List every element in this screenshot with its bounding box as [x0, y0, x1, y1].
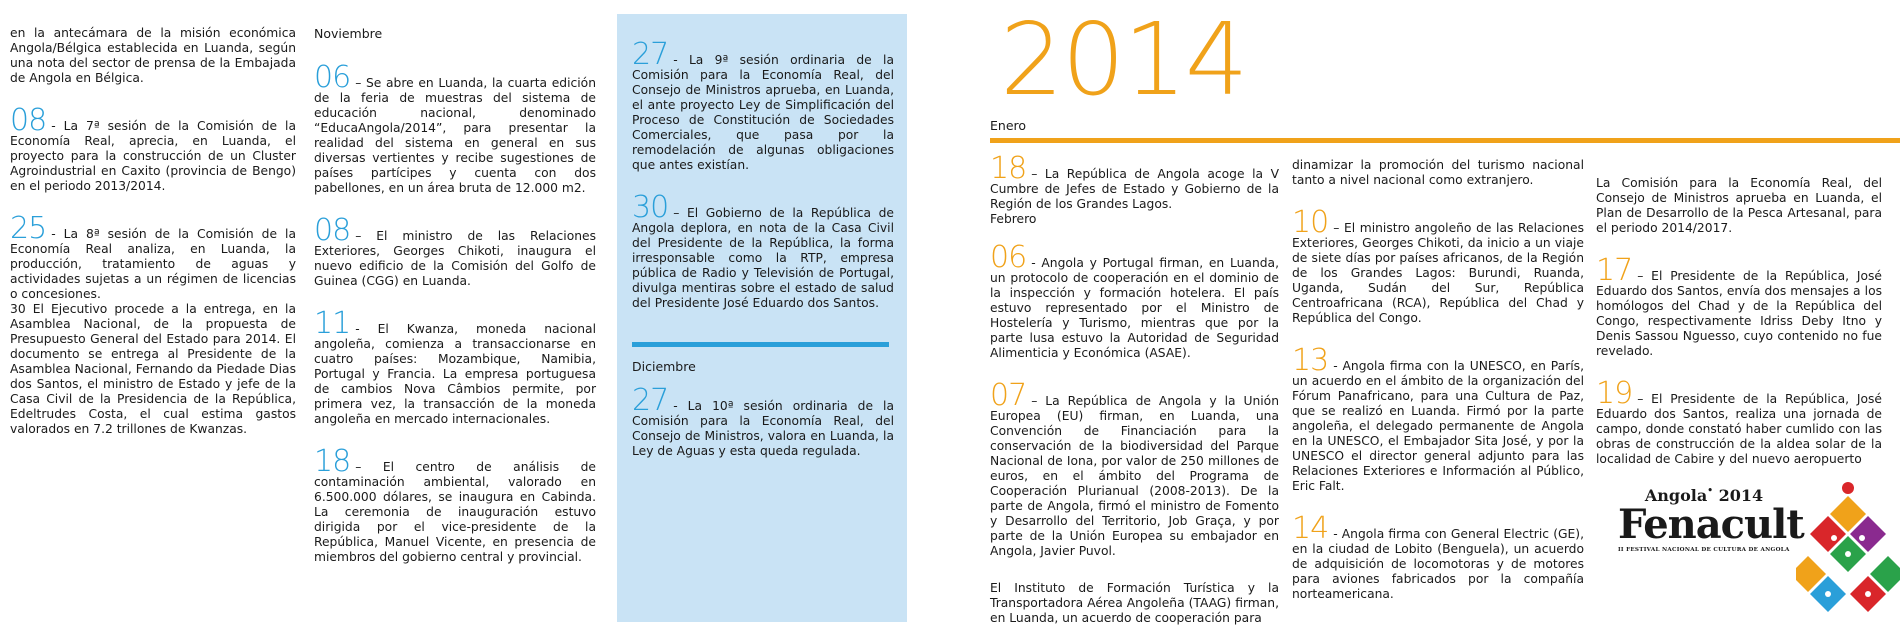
- col1-intro: en la antecámara de la misión económica Angola/Bélgica establecida en Luanda, según una nota del sector de prensa de la Embajada de Angola en Bélgica.: [10, 26, 296, 85]
- day-number: 18: [314, 444, 351, 479]
- entry-text: – La República de Angola y la Unión Europea (EU) firman, en Luanda, una Convención de Financiación para la conservación de la biodiversidad del Parque Nacional de Iona, por valor de 250 millones de euros, en el ámbito del Programa de Cooperación Plurianual (2008-2013). De la parte de Angola, firmó el ministro de Fomento y Desarrollo del Territorio, Job Graça, y por parte de la Unión Europea su embajador en Angola, Javier Puvol.: [990, 394, 1279, 558]
- col6-intro: La Comisión para la Economía Real, del Consejo de Ministros aprueba en Luanda, el Plan de Desarrollo de la Pesca Artesanal, para el periodo 2014/2017.: [1596, 176, 1882, 235]
- entry-text: – Se abre en Luanda, la cuarta edición de la feria de muestras del sistema de educación nacional, denominado “EducaAngola/2014”, para presentar la realidad del sistema en general en sus diversas vertientes y recibe sugestiones de países partícipes y cuenta con dos pabellones, en un área bruta de 12.000 m2.: [314, 76, 596, 195]
- day-number: 27: [632, 383, 669, 418]
- column-3: [632, 37, 894, 481]
- entry-feb-14: [1292, 511, 1584, 602]
- entry-oct-08: [10, 103, 296, 194]
- logo-year: 2014: [1718, 486, 1764, 505]
- day-number: 17: [1596, 253, 1633, 288]
- entry-oct-25: [10, 211, 296, 302]
- year-heading: 2014: [1000, 1, 1247, 118]
- entry-feb-13: [1292, 343, 1584, 494]
- entry-nov-06: [314, 60, 596, 196]
- entry-nov-27: [632, 37, 894, 173]
- entry-text: - Angola y Portugal firman, en Luanda, un protocolo de cooperación en el dominio de la inspección y formación hotelera. El país estuvo representado por el Ministro de Hostelería y Turismo, mientras que por la parte lusa estuvo la Autoridad de Seguridad Alimenticia y Económica (ASAE).: [990, 256, 1279, 360]
- entry-feb-19: [1596, 376, 1882, 467]
- entry-text: - El Kwanza, moneda nacional angoleña, comienza a transaccionarse en cuatro países: Mozambique, Namibia, Portugal y Francia. La empresa portuguesa de cambios Nova Câmbios permite, por primera vez, la transacción de la moneda angoleña en mercado internacionales.: [314, 322, 596, 426]
- entry-text: - Angola firma con la UNESCO, en París, un acuerdo en el ámbito de la organización del Fórum Panafricano, para una Cultura de Paz, que se realizó en Luanda. Firmó por la parte angoleña, el delegado permanente de Angola en la UNESCO, el Embajador Sita José, y por la UNESCO el director general adjunto para las Relaciones Exteriores e Información al Público, Eric Falt.: [1292, 359, 1584, 493]
- entry-text: - La 8ª sesión de la Comisión de la Economía Real analiza, en Luanda, la producción, tratamiento de aguas y actividades sujetas a un régimen de licencias o concesiones.: [10, 227, 296, 301]
- entry-text: - La 10ª sesión ordinaria de la Comisión para la Economía Real, del Consejo de Ministros, valora en Luanda, la Ley de Aguas y esta queda regulada.: [632, 399, 894, 458]
- column-1: [10, 26, 296, 437]
- entry-nov-30: [632, 190, 894, 311]
- day-number: 30: [632, 190, 669, 225]
- day-number: 18: [990, 151, 1027, 186]
- entry-jan-18: [990, 151, 1279, 212]
- entry-text: - Angola firma con General Electric (GE), en la ciudad de Lobito (Benguela), un acuerdo de adquisición de locomotoras y de motores para aviones fabricados por la compañía norteamericana.: [1292, 527, 1584, 601]
- logo-name: Fenacult: [1618, 501, 1804, 548]
- day-number: 08: [314, 213, 351, 248]
- entry-dec-27: [632, 383, 894, 459]
- month-noviembre: Noviembre: [314, 26, 383, 41]
- month-febrero: Febrero: [990, 212, 1037, 226]
- entry-text: - La 7ª sesión de la Comisión de la Economía Real, aprecia, en Luanda, el proyecto para la construcción de un Cluster Agroindustrial en Caxito (provincia de Bengo) en el periodo 2013/2014.: [10, 119, 296, 193]
- entry-nov-11: [314, 306, 596, 427]
- entry-text: – El Presidente de la República, José Eduardo dos Santos, realiza una jornada de campo, donde constató haber cumlido con las obras de construcción de la aldea solar de la localidad de Cabire y del nuevo aeropuerto: [1596, 392, 1882, 466]
- fenacult-logo: Angola• 2014 Fenacult II FESTIVAL NACIONAL DE CULTURA DE ANGOLA: [1618, 486, 1804, 553]
- section-divider-orange: [990, 138, 1900, 143]
- entry-text: - La 9ª sesión ordinaria de la Comisión para la Economía Real, del Consejo de Ministros aprueba, en Luanda, el ante proyecto Ley de Simplificación del Proceso de Constitución de Sociedades Comerciales, que pasa por la remodelación de algunas obligaciones que antes existían.: [632, 53, 894, 172]
- day-number: 27: [632, 37, 669, 72]
- entry-feb-17: [1596, 253, 1882, 359]
- column-2: [314, 26, 596, 587]
- entry-text: – El ministro de las Relaciones Exteriores, Georges Chikoti, inaugura el nuevo edificio de la Comisión del Golfo de Guinea (CGG) en Luanda.: [314, 229, 596, 288]
- column-5: [1292, 158, 1584, 624]
- col5-intro: dinamizar la promoción del turismo nacional tanto a nivel nacional como extranjero.: [1292, 158, 1584, 187]
- entry-feb-07: [990, 378, 1279, 559]
- entry-text: – El Presidente de la República, José Eduardo dos Santos, envía dos mensajes a los homólogos del Chad y de la República del Congo, respectivamente Idriss Deby Itno y Denis Sassou Nguesso, cuyo contenido no fue revelado.: [1596, 269, 1882, 358]
- logo-subtitle: II FESTIVAL NACIONAL DE CULTURA DE ANGOLA: [1618, 547, 1790, 553]
- day-number: 13: [1292, 343, 1329, 378]
- logo-angola: Angola: [1644, 486, 1708, 505]
- day-number: 25: [10, 211, 47, 246]
- festival-emblem-icon: [1796, 480, 1900, 622]
- entry-feb-10: [1292, 205, 1584, 326]
- entry-text: – El centro de análisis de contaminación ambiental, valorado en 6.500.000 dólares, se inaugura en Cabinda. La ceremonia de inauguración estuvo dirigida por el vice-presidente de la República, Manuel Vicente, en presencia de miembros del gobierno central y provincial.: [314, 460, 596, 564]
- col4-extra: El Instituto de Formación Turística y la Transportadora Aérea Angoleña (TAAG) firman, en Luanda, un acuerdo de cooperación para: [990, 581, 1279, 625]
- month-enero: Enero: [990, 118, 1027, 133]
- day-number: 14: [1292, 511, 1329, 546]
- entry-text: – La República de Angola acoge la V Cumbre de Jefes de Estado y Gobierno de la Región de los Grandes Lagos.: [990, 167, 1279, 211]
- col1-extra: 30 El Ejecutivo procede a la entrega, en la Asamblea Nacional, de la propuesta de Presupuesto General del Estado para 2014. El documento se entrega al Presidente de la Asamblea Nacional, Fernando da Piedade Dias dos Santos, el ministro de Estado y jefe de la Casa Civil de la Presidencia de la República, Edeltrudes Costa, el cual estima gastos valorados en 7.2 trillones de Kwanzas.: [10, 302, 296, 436]
- entry-text: – El ministro angoleño de las Relaciones Exteriores, Georges Chikoti, da inicio a un viaje de siete días por países africanos, de la Región de los Grandes Lagos: Burundi, Ruanda, Uganda, Sudán del Sur, República Centroafricana (RCA), República del Chad y República del Congo.: [1292, 221, 1584, 325]
- entry-nov-08: [314, 213, 596, 289]
- entry-feb-06: [990, 240, 1279, 361]
- entry-nov-18: [314, 444, 596, 565]
- day-number: 06: [990, 240, 1027, 275]
- day-number: 19: [1596, 376, 1633, 411]
- month-diciembre: Diciembre: [632, 359, 696, 374]
- day-number: 08: [10, 103, 47, 138]
- entry-text: – El Gobierno de la República de Angola deplora, en nota de la Casa Civil del Presidente de la República, la forma irresponsable como la RTP, empresa pública de Radio y Televisión de Portugal, divulga mentiras sobre el estado de salud del Presidente José Eduardo dos Santos.: [632, 206, 894, 310]
- column-6: [1596, 158, 1882, 489]
- column-4: [990, 151, 1279, 626]
- section-divider-blue: [632, 342, 889, 347]
- day-number: 11: [314, 306, 351, 341]
- day-number: 07: [990, 378, 1027, 413]
- day-number: 06: [314, 60, 351, 95]
- day-number: 10: [1292, 205, 1329, 240]
